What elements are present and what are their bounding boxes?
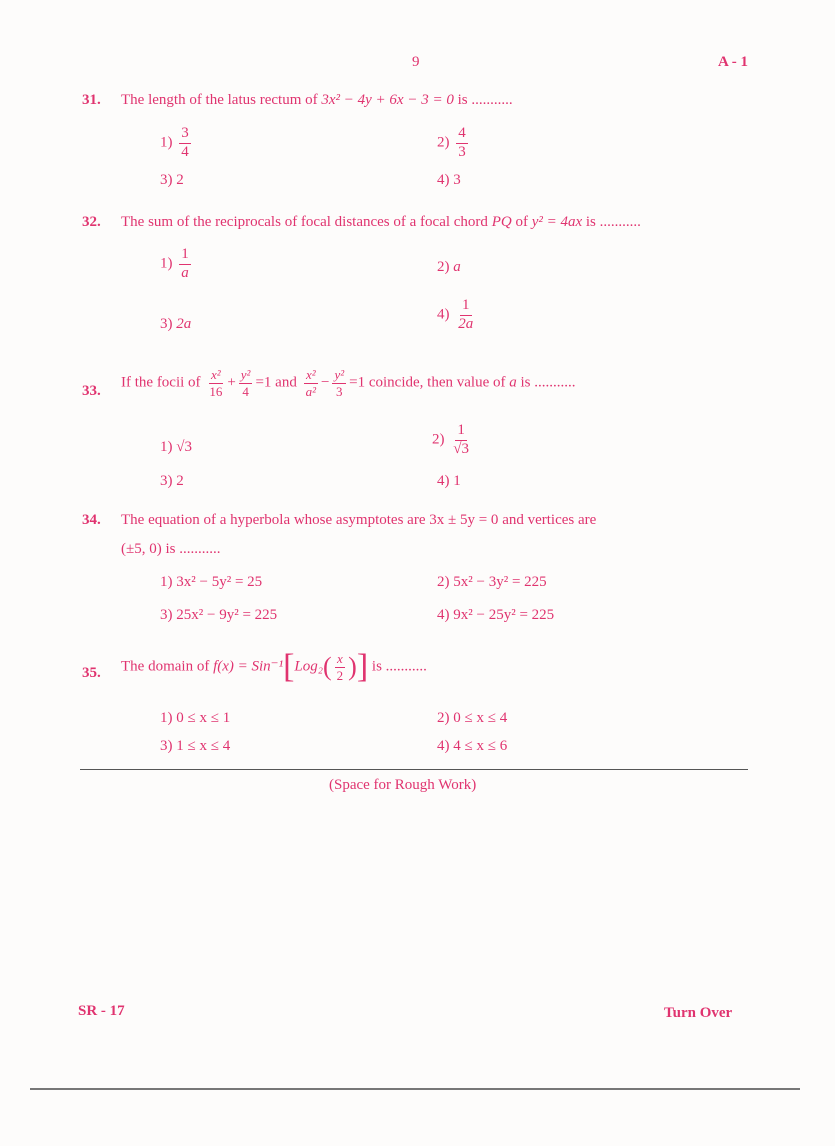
option: 3) 25x² − 9y² = 225 (160, 607, 278, 623)
paper-code: A - 1 (718, 54, 748, 70)
option: 3) 2 (160, 473, 184, 489)
option: 4) 1 (437, 473, 461, 489)
option: 2) $\frac{4}{3}$ (437, 125, 466, 160)
question-text: The domain of f(x) = Sin⁻¹[Log₂( $\frac{x}{2}$ )] is ........... (121, 648, 427, 685)
option: 2) $\frac{1}{√3}$ (432, 422, 469, 457)
option: 1) $\frac{3}{4}$ (160, 125, 189, 160)
option: 4) $\frac{1}{2a}$ (437, 297, 474, 332)
option: 1) 0 ≤ x ≤ 1 (160, 710, 231, 726)
question-number: 34. (82, 512, 101, 528)
option: 3) 2a (160, 316, 192, 332)
turn-over-label: Turn Over (664, 1005, 733, 1021)
option: 3) 1 ≤ x ≤ 4 (160, 738, 231, 754)
question-text: The sum of the reciprocals of focal distances of a focal chord PQ of y² = 4ax is ........... (121, 214, 641, 230)
question-number: 33. (82, 383, 101, 399)
question-text: The equation of a hyperbola whose asymptotes are 3x ± 5y = 0 and vertices are (121, 512, 597, 528)
question-text: If the focii of $\frac{\text{x²}}{16}$ + $\frac{\text{y²}}{4}$ =1 and $\frac{\text{x²}}{\text{a²}}$ − $\frac{\text{y²}}{3}$ =1 coincide, then value of a is ........... (121, 367, 576, 399)
question-number: 32. (82, 214, 101, 230)
rough-work-label: (Space for Rough Work) (329, 777, 477, 793)
question-number: 35. (82, 665, 101, 681)
option: 2) a (437, 259, 461, 275)
question-number: 31. (82, 92, 101, 108)
footer-code: SR - 17 (78, 1003, 125, 1019)
divider (80, 769, 748, 770)
option: 2) 0 ≤ x ≤ 4 (437, 710, 508, 726)
option: 1) 3x² − 5y² = 25 (160, 574, 263, 590)
question-text: The length of the latus rectum of 3x² − 4y + 6x − 3 = 0 is ........... (121, 92, 513, 108)
option: 1) $\frac{1}{a}$ (160, 246, 189, 281)
option: 3) 2 (160, 172, 184, 188)
option: 1) √3 (160, 439, 192, 455)
page-edge (30, 1088, 800, 1090)
page-number: 9 (412, 54, 420, 70)
option: 4) 4 ≤ x ≤ 6 (437, 738, 508, 754)
option: 4) 3 (437, 172, 461, 188)
option: 2) 5x² − 3y² = 225 (437, 574, 547, 590)
question-text-line2: (±5, 0) is ........... (121, 541, 221, 557)
option: 4) 9x² − 25y² = 225 (437, 607, 555, 623)
